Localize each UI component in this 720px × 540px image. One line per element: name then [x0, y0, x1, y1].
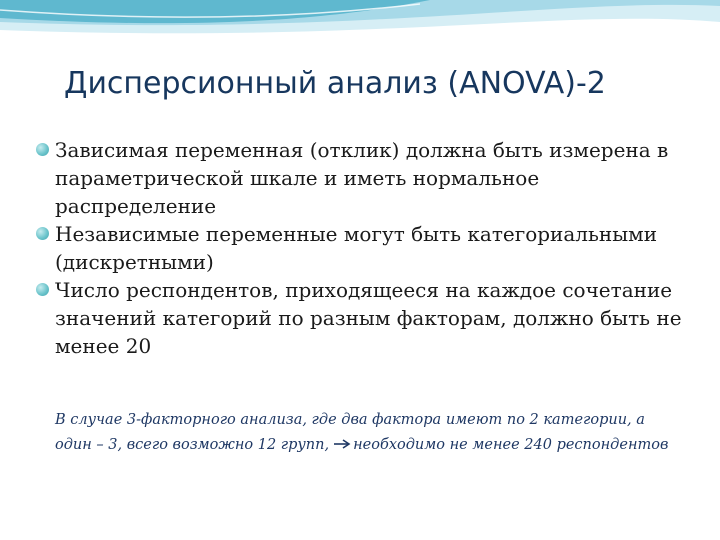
bullet-text: Число респондентов, приходящееся на каждое сочетание значений категорий по разным факторам, должно быть не менее 20	[55, 278, 682, 358]
right-arrow-icon	[333, 439, 351, 449]
bullet-dot-icon	[36, 143, 49, 156]
note-text-after-arrow: необходимо не менее 240 респондентов	[353, 437, 669, 453]
bullet-text: Зависимая переменная (отклик) должна быть измерена в параметрической шкале и иметь нормальное распределение	[55, 138, 669, 218]
header-wave-decoration	[0, 0, 720, 60]
slide-title: Дисперсионный анализ (ANOVA)-2	[64, 66, 606, 101]
note-text-before-arrow: В случае 3-факторного анализа, где два фактора имеют по 2 категории, а один – 3, всего возможно 12 групп,	[55, 412, 645, 453]
bullet-text: Независимые переменные могут быть категориальными (дискретными)	[55, 222, 658, 274]
bullet-item	[36, 276, 706, 360]
example-note	[55, 408, 670, 458]
bullet-item	[36, 136, 706, 220]
bullet-dot-icon	[36, 283, 49, 296]
bullet-item	[36, 220, 706, 276]
bullet-dot-icon	[36, 227, 49, 240]
bullet-list	[36, 136, 706, 360]
